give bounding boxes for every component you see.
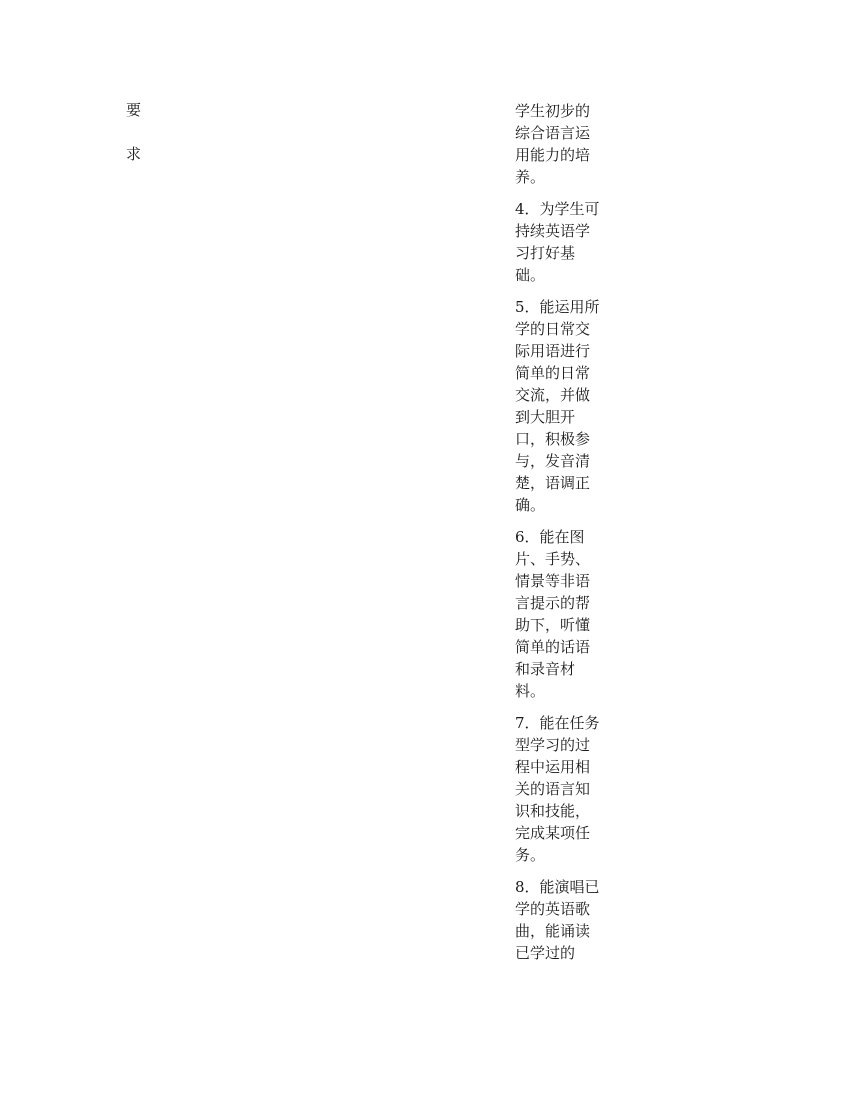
requirement-paragraph: 学生初步的综合语言运用能力的培养。 xyxy=(515,102,591,186)
requirement-paragraph: 8．能演唱已学的英语歌曲，能诵读已学过的 xyxy=(515,878,600,962)
label-char-1: 要 xyxy=(126,101,142,119)
left-column-label xyxy=(126,99,150,187)
requirement-paragraph: 6．能在图片、手势、情景等非语言提示的帮助下，听懂简单的话语和录音材料。 xyxy=(515,528,591,700)
requirement-paragraph: 7．能在任务型学习的过程中运用相关的语言知识和技能，完成某项任务。 xyxy=(515,714,600,864)
requirements-column xyxy=(515,100,603,974)
requirement-paragraph: 5．能运用所学的日常交际用语进行简单的日常交流，并做到大胆开口，积极参与，发音清楚，语调正确。 xyxy=(515,298,600,514)
requirement-paragraph: 4．为学生可持续英语学习打好基础。 xyxy=(515,200,600,284)
label-char-2: 求 xyxy=(126,145,142,163)
